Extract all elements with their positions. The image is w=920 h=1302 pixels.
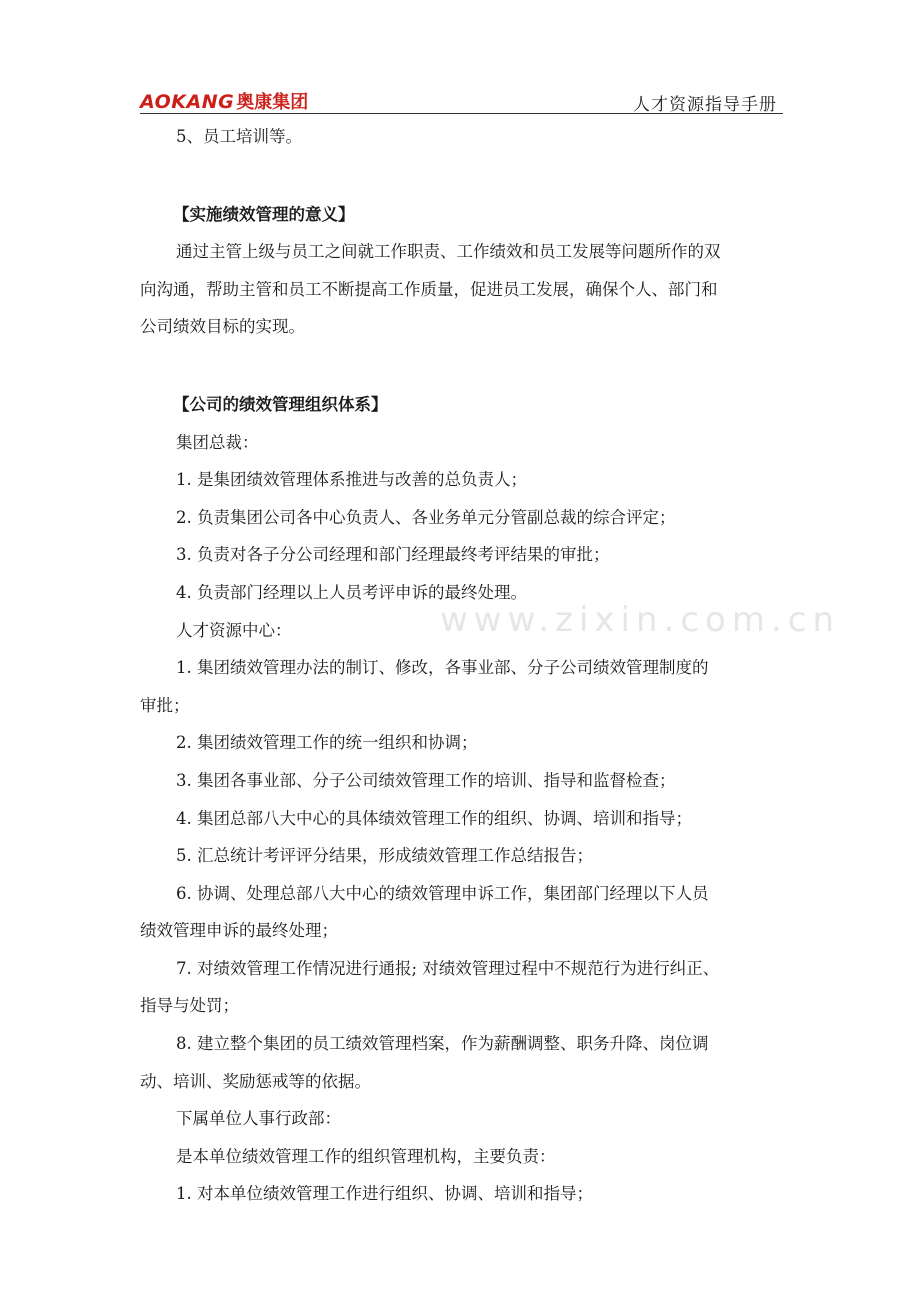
section-heading-organization: 【公司的绩效管理组织体系】 [173,394,388,414]
list-item: 3. 负责对各子分公司经理和部门经理最终考评结果的审批； [176,545,610,565]
unit-description: 是本单位绩效管理工作的组织管理机构，主要负责： [176,1146,556,1166]
list-item-continuation: 指导与处罚； [140,996,239,1016]
document-body [140,118,783,1213]
list-item: 4. 负责部门经理以上人员考评申诉的最终处理。 [176,582,527,602]
list-item: 5、员工培训等。 [176,127,302,146]
page-header [140,84,783,114]
list-item: 7. 对绩效管理工作情况进行通报; 对绩效管理过程中不规范行为进行纠正、 [176,958,720,978]
role-label-ceo: 集团总裁： [176,432,259,452]
list-item: 8. 建立整个集团的员工绩效管理档案，作为薪酬调整、职务升降、岗位调 [176,1034,709,1054]
list-item: 2. 负责集团公司各中心负责人、各业务单元分管副总裁的综合评定； [176,507,676,527]
list-item: 1. 集团绩效管理办法的制订、修改，各事业部、分子公司绩效管理制度的 [176,658,709,678]
role-label-unit-hr: 下属单位人事行政部： [176,1109,341,1129]
list-item-continuation: 审批； [140,695,190,715]
list-item-continuation: 绩效管理申诉的最终处理； [140,921,338,941]
logo-latin-text: AOKANG [140,91,235,113]
paragraph-line: 通过主管上级与员工之间就工作职责、工作绩效和员工发展等问题所作的双 [176,242,721,262]
list-item: 6. 协调、处理总部八大中心的绩效管理申诉工作，集团部门经理以下人员 [176,883,709,903]
paragraph-line: 向沟通，帮助主管和员工不断提高工作质量，促进员工发展，确保个人、部门和 [140,279,718,299]
watermark: www.zixin.com.cn [440,600,840,640]
logo-chinese-text: 奥康集团 [236,92,309,113]
list-item: 1. 是集团绩效管理体系推进与改善的总负责人； [176,470,527,490]
list-item: 2. 集团绩效管理工作的统一组织和协调； [176,733,478,753]
document-title: 人才资源指导手册 [633,95,777,115]
list-item-continuation: 动、培训、奖励惩戒等的依据。 [140,1071,371,1091]
list-item: 3. 集团各事业部、分子公司绩效管理工作的培训、指导和监督检查； [176,770,676,790]
list-item: 5. 汇总统计考评评分结果，形成绩效管理工作总结报告； [176,846,593,866]
list-item: 4. 集团总部八大中心的具体绩效管理工作的组织、协调、培训和指导； [176,808,692,828]
paragraph-line: 公司绩效目标的实现。 [140,317,305,337]
section-heading-significance: 【实施绩效管理的意义】 [173,204,355,224]
list-item: 1. 对本单位绩效管理工作进行组织、协调、培训和指导； [176,1184,593,1204]
aokang-logo [140,88,308,114]
role-label-hr-center: 人才资源中心： [176,620,292,640]
header-divider [140,113,783,114]
